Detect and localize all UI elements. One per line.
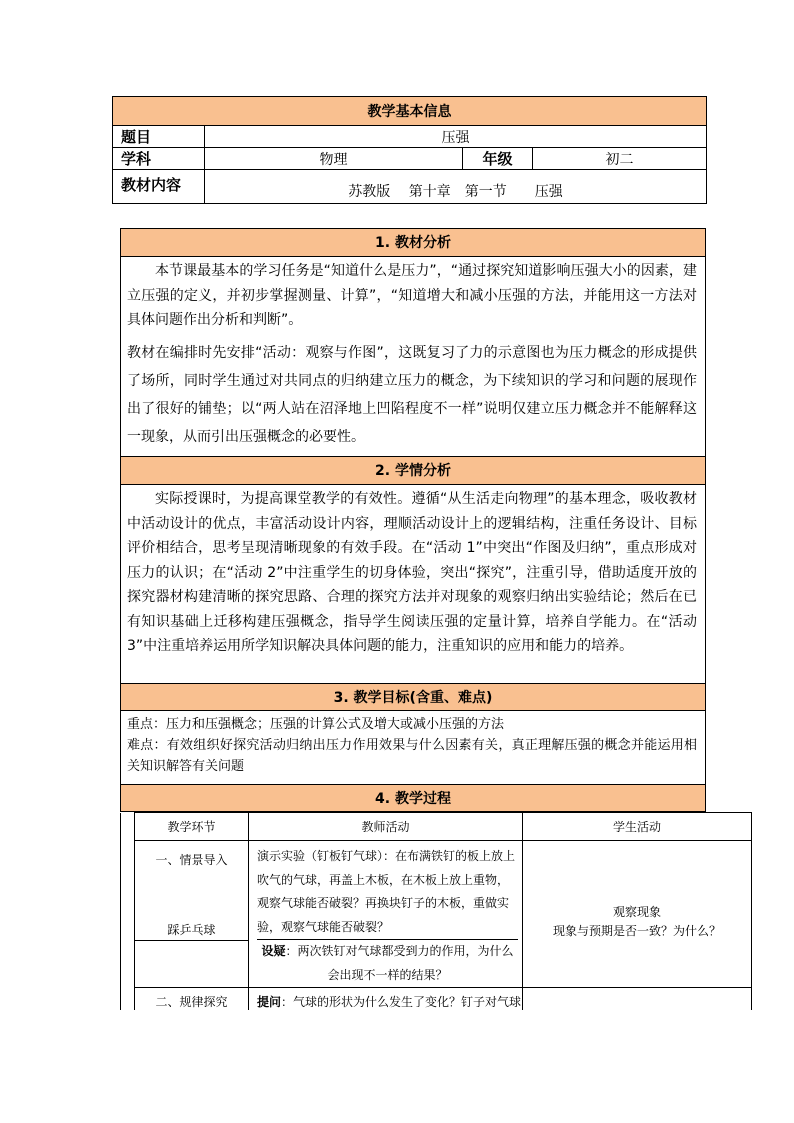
teacher-explore-text: ：气球的形状为什么发生了变化？钉子对气球 (281, 995, 522, 1009)
teacher-explore-label: 提问 (257, 995, 282, 1009)
subject-label: 学科 (113, 148, 205, 170)
analysis-paragraph-2: 教材在编排时先安排“活动：观察与作图”，这既复习了力的示意图也为压力概念的形成提供了场所，同时学生通过对共同点的归纳建立压力的概念，为下续知识的学习和问题的展现作出了很好的铺垫；以“两人站在沼泽地上凹陷程度不一样”说明仅建立压力概念并不能解释这一现象，从而引出压强概念的必要性。 (127, 344, 697, 445)
section-students-title: 2. 学情分析 (120, 456, 706, 485)
student-activity-explore (523, 988, 752, 1011)
process-col-teacher: 教师活动 (249, 813, 523, 841)
topic-label: 题目 (113, 126, 205, 148)
students-paragraph: 实际授课时，为提高课堂教学的有效性。遵循“从生活走向物理”的基本理念，吸收教材中活动设计的优点，丰富活动设计内容，理顺活动设计上的逻辑结构，注重任务设计、目标评价相结合，思考呈现清晰现象的有效手段。在“活动 1”中突出“作图及归纳”，重点形成对压力的认识；在“活动 2”中注重学生的切身体验，突出“探究”，注重引导，借助适度开放的探究器材构建清晰的探究思路、合理的探究方法并对现象的观察归纳出实验结论；然后在已有知识基础上迁移构建压强概念，指导学生阅读压强的定量计算，培养自学能力。在“活动 3”中注重培养运用所学知识解决具体问题的能力，注重知识的应用和能力的培养。 (127, 491, 697, 654)
student-activity-intro (523, 841, 752, 988)
stage-intro-cell (135, 841, 249, 988)
stage-intro-sub: 踩乒乓球 (135, 921, 248, 941)
section-students-body (120, 485, 706, 683)
goals-difficulties: 难点：有效组织好探究活动归纳出压力作用效果与什么因素有关，真正理解压强的概念并能运用相关知识解答有关问题 (127, 738, 697, 774)
teacher-demo-text: 演示实验（钉板钉气球）：在布满铁钉的板上放上吹气的气球，再盖上木板，在木板上放上重物，观察气球能否破裂？再换块钉子的木板，重做实验，观察气球能否破裂？ (257, 845, 518, 940)
goals-key-points: 重点：压力和压强概念；压强的计算公式及增大或减小压强的方法 (127, 717, 505, 732)
section-process-title: 4. 教学过程 (120, 784, 706, 812)
material-label: 教材内容 (113, 170, 205, 204)
analysis-paragraph-1: 本节课最基本的学习任务是“知道什么是压力”，“通过探究知道影响压强大小的因素，建立压强的定义，并初步掌握测量、计算”，“知道增大和减小压强的方法，并能用这一方法对具体问题作出分析和判断”。 (127, 263, 697, 328)
stage-intro-label: 一、情景导入 (155, 853, 228, 867)
student-question: 现象与预期是否一致？为什么？ (552, 924, 721, 938)
subject-value: 物理 (205, 148, 463, 170)
section-goals-title: 3. 教学目标(含重、难点) (120, 683, 706, 711)
teacher-question-label: 设疑 (261, 944, 286, 958)
process-col-student: 学生活动 (523, 813, 752, 841)
grade-value: 初二 (533, 148, 707, 170)
grade-label: 年级 (463, 148, 533, 170)
teacher-question-text: ：两次铁钉对气球都受到力的作用，为什么会出现不一样的结果？ (285, 944, 514, 982)
section-analysis-body (120, 257, 706, 456)
material-value: 苏教版 第十章 第一节 压强 (205, 170, 707, 204)
process-margin-cell (121, 813, 135, 1011)
section-analysis-title: 1. 教材分析 (120, 228, 706, 257)
student-observe: 观察现象 (612, 905, 661, 919)
section-goals-body (120, 711, 706, 784)
process-col-stage: 教学环节 (135, 813, 249, 841)
teacher-activity-intro (249, 841, 523, 988)
basic-info-table (112, 96, 707, 204)
topic-value: 压强 (205, 126, 707, 148)
stage-explore-cell: 二、规律探究 (135, 988, 249, 1011)
basic-info-header: 教学基本信息 (113, 97, 707, 126)
process-table (120, 812, 752, 1010)
teacher-activity-explore (249, 988, 523, 1011)
